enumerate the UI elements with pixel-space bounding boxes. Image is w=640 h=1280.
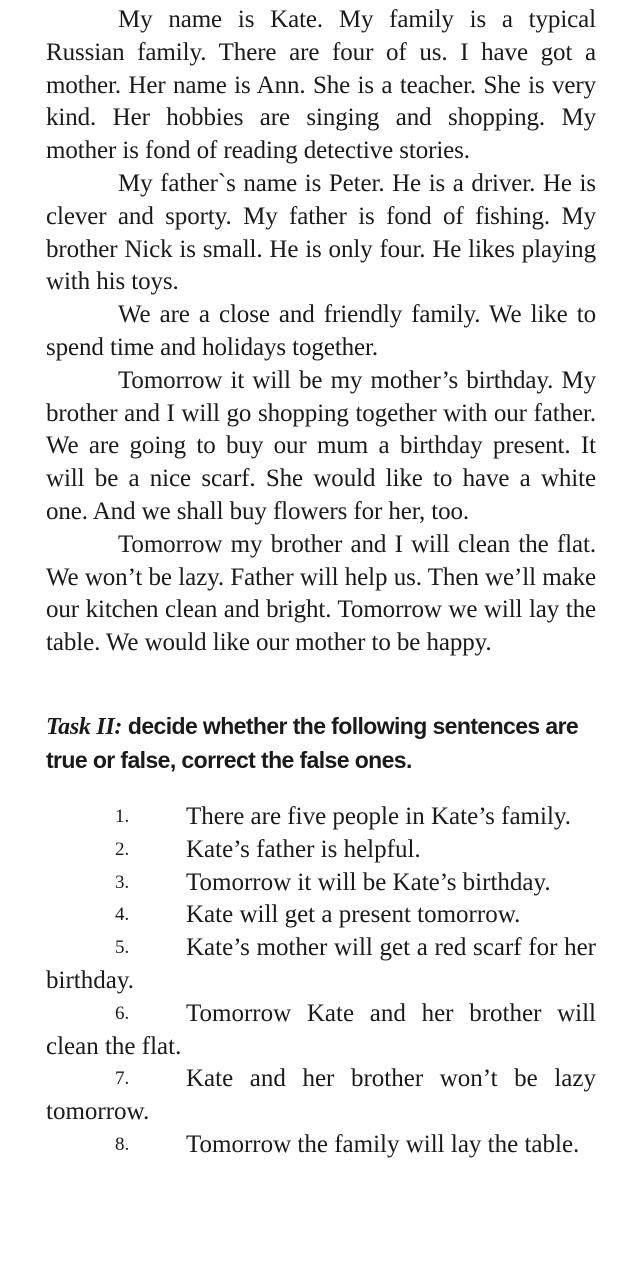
story-paragraph-2: My father`s name is Peter. He is a driver. He is clever and sporty. My father is fond of fishing. My brother Nick is small. He is only four. He likes playing with his toys. [46,169,596,296]
question-item [46,834,596,867]
question-item [46,998,596,1064]
story-paragraph-1: My name is Kate. My family is a typical Russian family. There are four of us. I have got a mother. Her name is Ann. She is a teacher. She is very kind. Her hobbies are singing and shopping. My mother is fond of reading detective stories. [46,6,596,165]
question-number: 5. [115,937,130,959]
question-item [46,801,596,834]
question-list [46,801,596,1162]
story-paragraph-5: Tomorrow my brother and I will clean the flat. We won’t be lazy. Father will help us. Then we’ll make our kitchen clean and bright. Tomorrow we will lay the table. We would like our mother to be happy. [46,530,596,657]
question-text: Kate’s father is helpful. [186,835,421,863]
question-number: 8. [115,1133,130,1155]
story-paragraph-3: We are a close and friendly family. We like to spend time and holidays together. [46,301,596,361]
question-number: 6. [115,1002,130,1024]
task-label: Task II: [46,713,123,740]
question-text: Kate and her brother won’t be lazy tomorrow. [46,1065,596,1126]
question-text: Kate will get a present tomorrow. [186,901,521,929]
question-text: Tomorrow it will be Kate’s birthday. [186,868,551,896]
question-item [46,899,596,932]
story-text [46,4,596,660]
question-number: 7. [115,1068,130,1090]
question-item [46,932,596,998]
question-item [46,1063,596,1129]
task-instruction: decide whether the following sentences are true or false, correct the false ones. [46,712,579,773]
task-heading [46,710,596,777]
question-item [46,867,596,900]
story-paragraph-4: Tomorrow it will be my mother’s birthday. My brother and I will go shopping together with our father. We are going to buy our mum a birthday present. It will be a nice scarf. She would like to have a white one. And we shall buy flowers for her, too. [46,366,596,525]
question-item [46,1129,596,1162]
question-text: Tomorrow the family will lay the table. [186,1130,580,1158]
question-number: 2. [115,838,130,860]
question-number: 3. [115,871,130,893]
question-text: There are five people in Kate’s family. [186,802,572,830]
question-text: Tomorrow Kate and her brother will clean the flat. [46,999,596,1060]
document-page [46,4,596,1162]
question-text: Kate’s mother will get a red scarf for her birthday. [46,934,596,994]
question-number: 1. [115,805,130,827]
question-number: 4. [115,904,130,926]
